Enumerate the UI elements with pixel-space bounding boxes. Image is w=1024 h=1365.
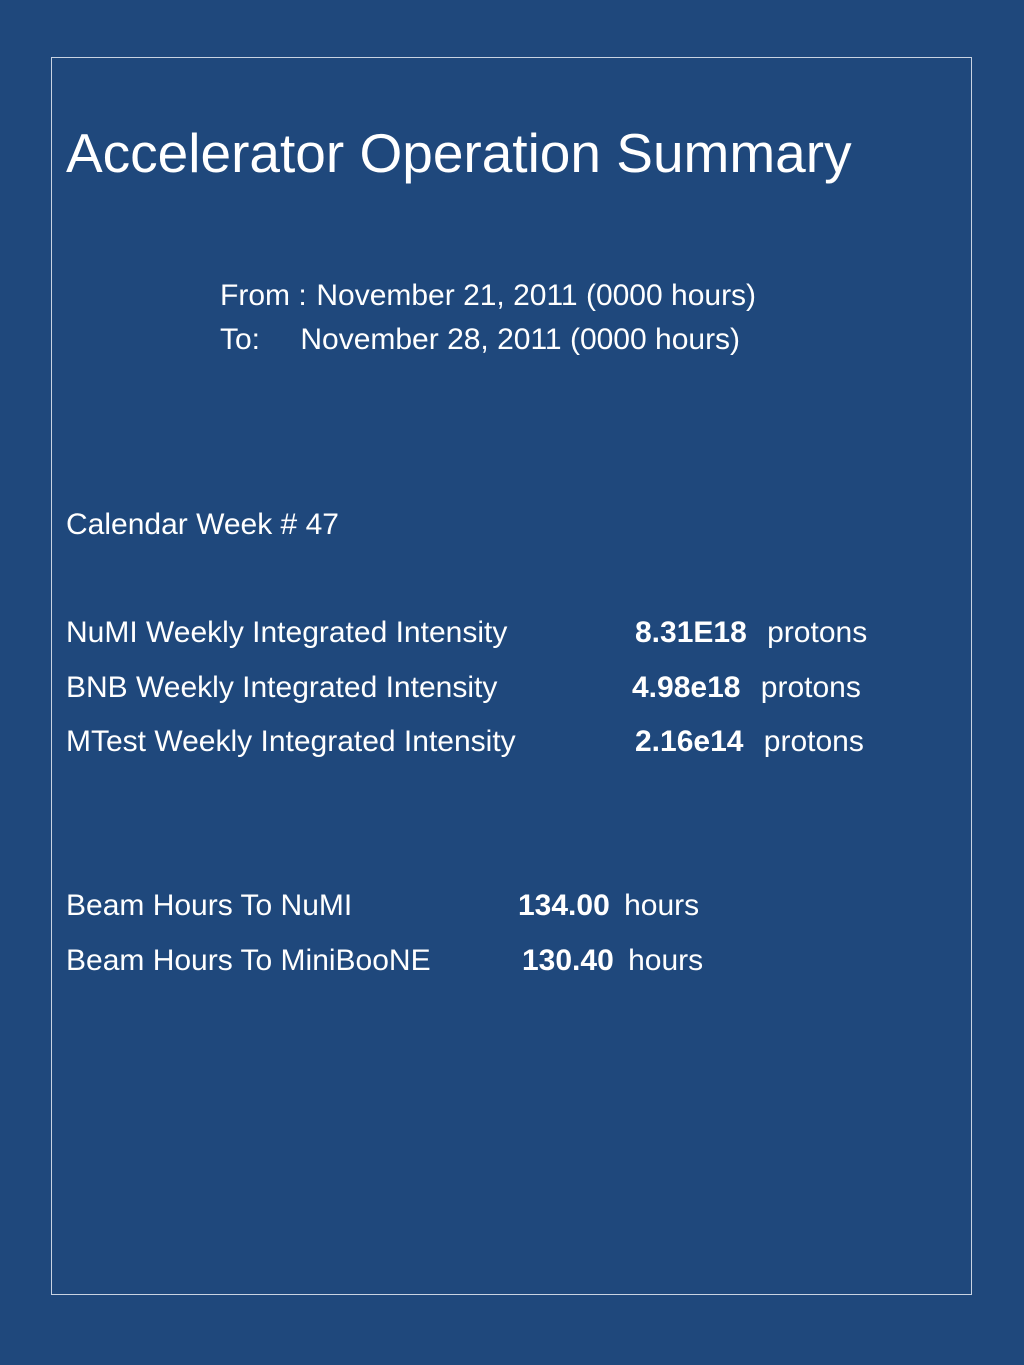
intensity-value-line xyxy=(635,613,867,653)
to-value: November 28, 2011 (0000 hours) xyxy=(300,323,741,356)
calendar-week: Calendar Week # 47 xyxy=(66,508,339,541)
intensity-label: NuMI Weekly Integrated Intensity xyxy=(66,616,508,649)
page-title: Accelerator Operation Summary xyxy=(66,122,852,184)
intensity-unit: protons xyxy=(763,725,864,758)
from-value: November 21, 2011 (0000 hours) xyxy=(316,279,757,312)
intensity-unit: protons xyxy=(767,616,868,649)
beam-hours-unit: hours xyxy=(628,944,704,977)
beam-hours-value: 130.40 xyxy=(522,944,614,977)
beam-hours-value-line xyxy=(522,941,703,981)
from-label: From : xyxy=(220,279,307,312)
from-line xyxy=(220,276,756,316)
intensity-label: MTest Weekly Integrated Intensity xyxy=(66,725,516,758)
beam-hours-unit: hours xyxy=(624,889,700,922)
intensity-value: 2.16e14 xyxy=(635,725,744,758)
to-label: To: xyxy=(220,323,261,356)
intensity-value: 8.31E18 xyxy=(635,616,747,649)
intensity-label: BNB Weekly Integrated Intensity xyxy=(66,671,498,704)
beam-hours-value: 134.00 xyxy=(518,889,610,922)
beam-hours-value-line xyxy=(518,886,699,926)
intensity-value-line xyxy=(635,722,864,762)
beam-hours-label: Beam Hours To NuMI xyxy=(66,889,353,922)
intensity-value: 4.98e18 xyxy=(632,671,741,704)
beam-hours-label: Beam Hours To MiniBooNE xyxy=(66,944,431,977)
intensity-unit: protons xyxy=(760,671,861,704)
intensity-value-line xyxy=(632,668,861,708)
to-line xyxy=(220,320,740,360)
